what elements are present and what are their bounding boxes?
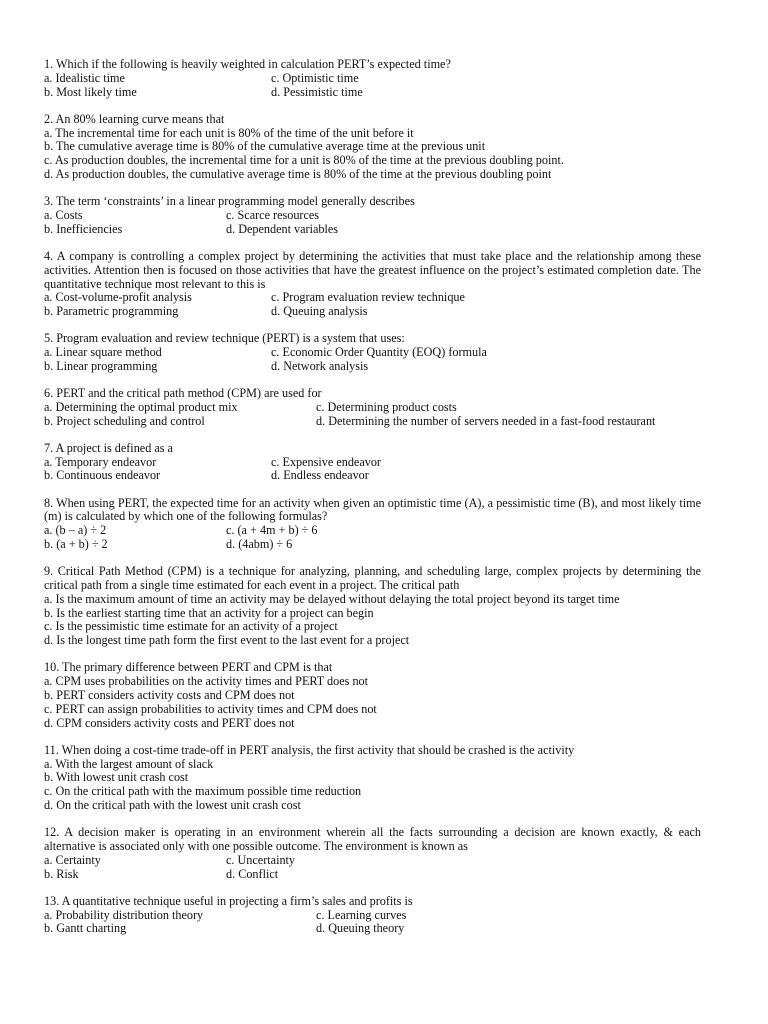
question-stem: 8. When using PERT, the expected time for an activity when given an optimistic time (A), a pessimistic time (B), and most likely time (m) is calculated by which one of the following formulas? (44, 495, 701, 524)
option-c: c. Uncertainty (226, 852, 296, 867)
question-block (44, 497, 701, 552)
option-a: a. Probability distribution theory (44, 907, 204, 922)
option-c: c. Learning curves (316, 907, 407, 922)
question-stem: 1. Which if the following is heavily weighted in calculation PERT’s expected time? (44, 57, 451, 71)
question-block (44, 826, 701, 881)
option-a: a. Determining the optimal product mix (44, 399, 238, 414)
question-block (44, 895, 701, 936)
question-block (44, 387, 701, 428)
option-a: a. Idealistic time (44, 70, 125, 85)
option-d: d. Conflict (226, 866, 279, 881)
answer-options (44, 909, 701, 937)
option-b: b. Is the earliest starting time that an activity for a project can begin (44, 605, 374, 620)
option-b: b. Continuous endeavor (44, 468, 161, 483)
question-block (44, 113, 701, 182)
question-stem: 6. PERT and the critical path method (CPM) are used for (44, 386, 322, 401)
option-a: a. With the largest amount of slack (44, 756, 214, 771)
option-d: d. Dependent variables (226, 221, 339, 236)
option-b: b. With lowest unit crash cost (44, 770, 189, 785)
option-c: c. On the critical path with the maximum possible time reduction (44, 784, 362, 799)
question-stem: 7. A project is defined as a (44, 440, 173, 455)
option-c: c. Program evaluation review technique (271, 290, 465, 305)
question-stem: 12. A decision maker is operating in an environment wherein all the facts surrounding a decision are known exactly, & each alternative is associated only with one possible outcome. The environment is known as (44, 825, 701, 853)
answer-options (44, 401, 701, 429)
option-b: b. Gantt charting (44, 921, 127, 936)
option-d: d. CPM considers activity costs and PERT does not (44, 715, 295, 730)
option-b: b. Linear programming (44, 358, 158, 373)
option-d: d. As production doubles, the cumulative average time is 80% of the time at the previous doubling point (44, 166, 552, 181)
option-c: c. Scarce resources (226, 207, 320, 222)
option-b: b. Project scheduling and control (44, 413, 205, 428)
question-stem: 4. A company is controlling a complex project by determining the activities that must take place and the relationship among these activities. Attention then is focused on those activities that have the greatest influence on the project’s estimated completion date. The quantitative technique most relevant to this is (44, 248, 701, 291)
option-c: c. Is the pessimistic time estimate for an activity of a project (44, 619, 338, 634)
option-a: a. Is the maximum amount of time an activity may be delayed without delaying the total project beyond its target time (44, 591, 620, 606)
option-c: c. Expensive endeavor (271, 454, 381, 469)
question-block (44, 58, 701, 99)
question-stem: 2. An 80% learning curve means that (44, 111, 225, 126)
answer-options (44, 675, 701, 730)
option-a: a. The incremental time for each unit is 80% of the time of the unit before it (44, 125, 414, 140)
option-d: d. Pessimistic time (271, 84, 363, 99)
question-block (44, 565, 701, 648)
answer-options (44, 346, 701, 374)
quiz-page (44, 58, 701, 950)
option-b: b. Inefficiencies (44, 221, 123, 236)
option-c: c. (a + 4m + b) ÷ 6 (226, 523, 318, 538)
option-b: b. The cumulative average time is 80% of the cumulative average time at the previous unit (44, 139, 486, 154)
question-block (44, 250, 701, 319)
option-a: a. Certainty (44, 852, 101, 867)
answer-options (44, 758, 701, 813)
option-b: b. PERT considers activity costs and CPM does not (44, 688, 295, 702)
option-b: b. Most likely time (44, 84, 137, 99)
answer-options (44, 456, 701, 484)
question-stem: 11. When doing a cost-time trade-off in PERT analysis, the first activity that should be crashed is the activity (44, 742, 575, 757)
option-d: d. Determining the number of servers needed in a fast-food restaurant (316, 413, 656, 428)
question-stem: 5. Program evaluation and review technique (PERT) is a system that uses: (44, 331, 405, 346)
answer-options (44, 524, 701, 552)
option-d: d. Network analysis (271, 358, 369, 373)
option-a: a. (b – a) ÷ 2 (44, 523, 107, 538)
answer-options (44, 209, 701, 237)
question-block (44, 195, 701, 236)
answer-options (44, 72, 701, 100)
option-a: a. Linear square method (44, 345, 162, 360)
option-d: d. (4abm) ÷ 6 (226, 537, 293, 552)
question-stem: 13. A quantitative technique useful in projecting a firm’s sales and profits is (44, 893, 413, 908)
option-c: c. Determining product costs (316, 399, 457, 414)
option-a: a. Temporary endeavor (44, 454, 157, 469)
answer-options (44, 291, 701, 319)
option-c: c. Optimistic time (271, 70, 359, 85)
option-b: b. Parametric programming (44, 304, 179, 319)
question-block (44, 744, 701, 813)
question-block (44, 661, 701, 730)
option-d: d. Queuing theory (316, 921, 405, 936)
option-c: c. PERT can assign probabilities to activity times and CPM does not (44, 701, 377, 716)
option-a: a. CPM uses probabilities on the activity times and PERT does not (44, 674, 369, 689)
question-stem: 9. Critical Path Method (CPM) is a technique for analyzing, planning, and scheduling large, complex projects by determining the critical path from a single time estimated for each event in a project. The critical path (44, 564, 701, 593)
option-b: b. Risk (44, 866, 79, 881)
option-d: d. Is the longest time path form the first event to the last event for a project (44, 633, 410, 648)
option-d: d. Endless endeavor (271, 468, 369, 483)
answer-options (44, 593, 701, 648)
question-stem: 3. The term ‘constraints’ in a linear programming model generally describes (44, 194, 415, 209)
answer-options (44, 127, 701, 182)
option-d: d. On the critical path with the lowest unit crash cost (44, 797, 301, 812)
option-d: d. Queuing analysis (271, 304, 368, 319)
question-block (44, 332, 701, 373)
option-a: a. Cost-volume-profit analysis (44, 290, 192, 305)
option-a: a. Costs (44, 207, 83, 222)
question-block (44, 442, 701, 483)
option-b: b. (a + b) ÷ 2 (44, 537, 108, 552)
question-stem: 10. The primary difference between PERT and CPM is that (44, 660, 333, 675)
answer-options (44, 854, 701, 882)
option-c: c. Economic Order Quantity (EOQ) formula (271, 345, 487, 360)
option-c: c. As production doubles, the incremental time for a unit is 80% of the time at the previous doubling point. (44, 153, 564, 168)
